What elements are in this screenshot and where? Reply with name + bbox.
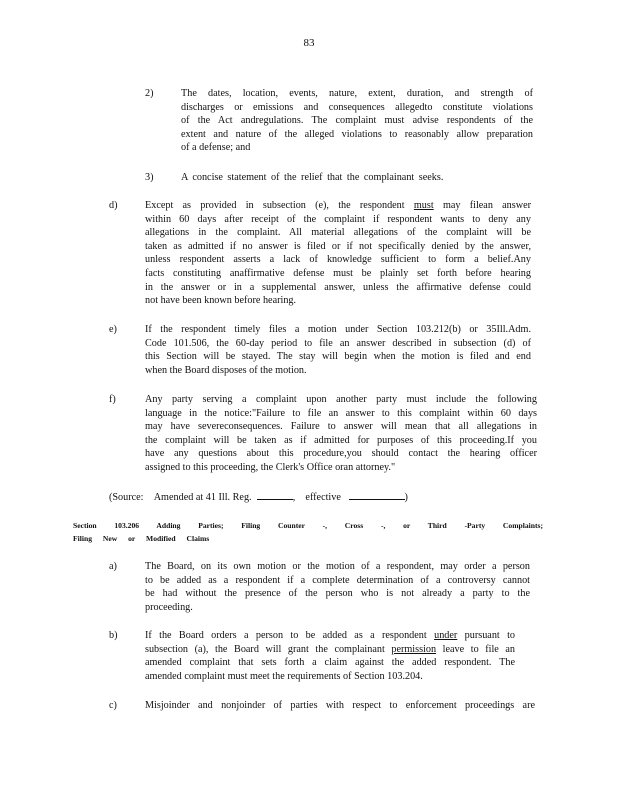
- item-f-line: Any party serving a complaint upon another party must include the following: [145, 394, 537, 405]
- item-2-line: The dates, location, events, nature, extent, duration, and strength of: [181, 88, 533, 99]
- item-c-marker: c): [109, 700, 117, 711]
- item-3-marker: 3): [145, 172, 154, 183]
- item-e-line: Code 101.506, the 60-day period to file an answer described in subsection (d) of: [145, 337, 531, 349]
- item-e-line: when the Board disposes of the motion.: [145, 364, 307, 376]
- item-2-line: extent and nature of the alleged violations to reasonably allow preparation: [181, 128, 533, 140]
- deleted-word: under: [434, 630, 458, 641]
- section-heading-line-1: Section 103.206 Adding Parties; Filing Counter -, Cross -, or Third -Party Complaints;: [73, 521, 543, 530]
- item-b-marker: b): [109, 630, 118, 641]
- deleted-word: permission: [391, 643, 437, 655]
- item-2-line: of the Act andregulations. The complaint must advise respondents of the: [181, 115, 533, 127]
- item-c-line: Misjoinder and nonjoinder of parties with respect to enforcement proceedings are: [145, 700, 535, 711]
- item-d-line: within 60 days after receipt of the complaint if respondent wants to deny any: [145, 213, 531, 225]
- item-a-line: The Board, on its own motion or the motion of a respondent, may order a person: [145, 561, 530, 572]
- item-2-line: of a defense; and: [181, 142, 251, 154]
- item-d-line: taken as admitted if no answer is filed or if not specifically denied by the answer,: [145, 240, 531, 252]
- source-note: (Source: Amended at 41 Ill. Reg. , effective ): [109, 489, 439, 505]
- item-f-text: [145, 393, 537, 475]
- item-e-marker: e): [109, 324, 117, 335]
- item-b-text: [145, 629, 515, 683]
- item-a-line: be had without the presence of the person who is not already a party to the: [145, 588, 530, 600]
- item-e-line: this Section will be stayed. The stay will begin when the motion is filed and end: [145, 351, 531, 363]
- item-d-line: facts constituting anaffirmative defense must be plainly set forth before hearing: [145, 267, 531, 279]
- item-f-line: the complaint will be taken as if admitted for purposes of this proceeding.If you: [145, 434, 537, 446]
- item-a-line: to be added as a respondent if a complete determination of a controversy cannot: [145, 574, 530, 586]
- item-f-line: language in the notice:"Failure to file an answer to this complaint within 60 days: [145, 407, 537, 419]
- item-b-line-2: subsection (a), the Board will grant the complainant permission leave to file an: [145, 643, 515, 655]
- item-d-marker: d): [109, 200, 118, 211]
- item-e-line: If the respondent timely files a motion under Section 103.212(b) or 35Ill.Adm.: [145, 324, 531, 335]
- item-f-line: assigned to this proceeding, the Clerk's Office oran attorney.": [145, 461, 396, 473]
- effective-blank: [349, 489, 405, 500]
- deleted-word: must: [413, 200, 434, 211]
- item-d-line: not have been known before hearing.: [145, 295, 297, 307]
- item-a-text: [145, 560, 530, 614]
- item-c-text: [145, 699, 535, 713]
- item-3-text: [181, 171, 481, 185]
- item-3-line: A concise statement of the relief that the complainant seeks.: [181, 172, 444, 183]
- reg-blank: [257, 489, 293, 500]
- item-b-line: amended complaint that sets forth a claim against the added respondent. The: [145, 657, 515, 669]
- item-d-line: allegations in the complaint. All material allegations of the complaint will be: [145, 227, 531, 239]
- item-a-line: proceeding.: [145, 601, 193, 613]
- item-a-marker: a): [109, 561, 117, 572]
- source-amended: Amended at 41 Ill. Reg.: [153, 492, 252, 503]
- item-f-marker: f): [109, 394, 116, 405]
- item-d-line: in the answer or in a supplemental answer, unless the affirmative defense could: [145, 281, 531, 293]
- item-f-line: may have severeconsequences. Failure to answer will mean that all allegations in: [145, 421, 537, 433]
- item-2-marker: 2): [145, 88, 154, 99]
- item-f-line: have any questions about this procedure,you should contact the hearing officer: [145, 448, 537, 460]
- item-d-text: [145, 199, 531, 308]
- source-prefix: (Source:: [109, 492, 144, 503]
- item-d-line: unless respondent asserts a lack of knowledge sufficient to form a belief.Any: [145, 254, 531, 266]
- source-effective: effective: [305, 492, 341, 503]
- section-heading: [73, 519, 543, 545]
- section-heading-line-2: Filing New or Modified Claims: [73, 534, 210, 543]
- item-e-text: [145, 323, 531, 377]
- item-d-line-1: Except as provided in subsection (e), the respondent must may filean answer: [145, 200, 532, 211]
- item-2-line: discharges or emissions and consequences allegedto constitute violations: [181, 101, 533, 113]
- item-2-text: [181, 87, 533, 155]
- page-number: 83: [303, 37, 315, 49]
- item-b-line-1: If the Board orders a person to be added as a respondent under pursuant to: [145, 630, 516, 641]
- item-b-line: amended complaint must meet the requirements of Section 103.204.: [145, 670, 423, 682]
